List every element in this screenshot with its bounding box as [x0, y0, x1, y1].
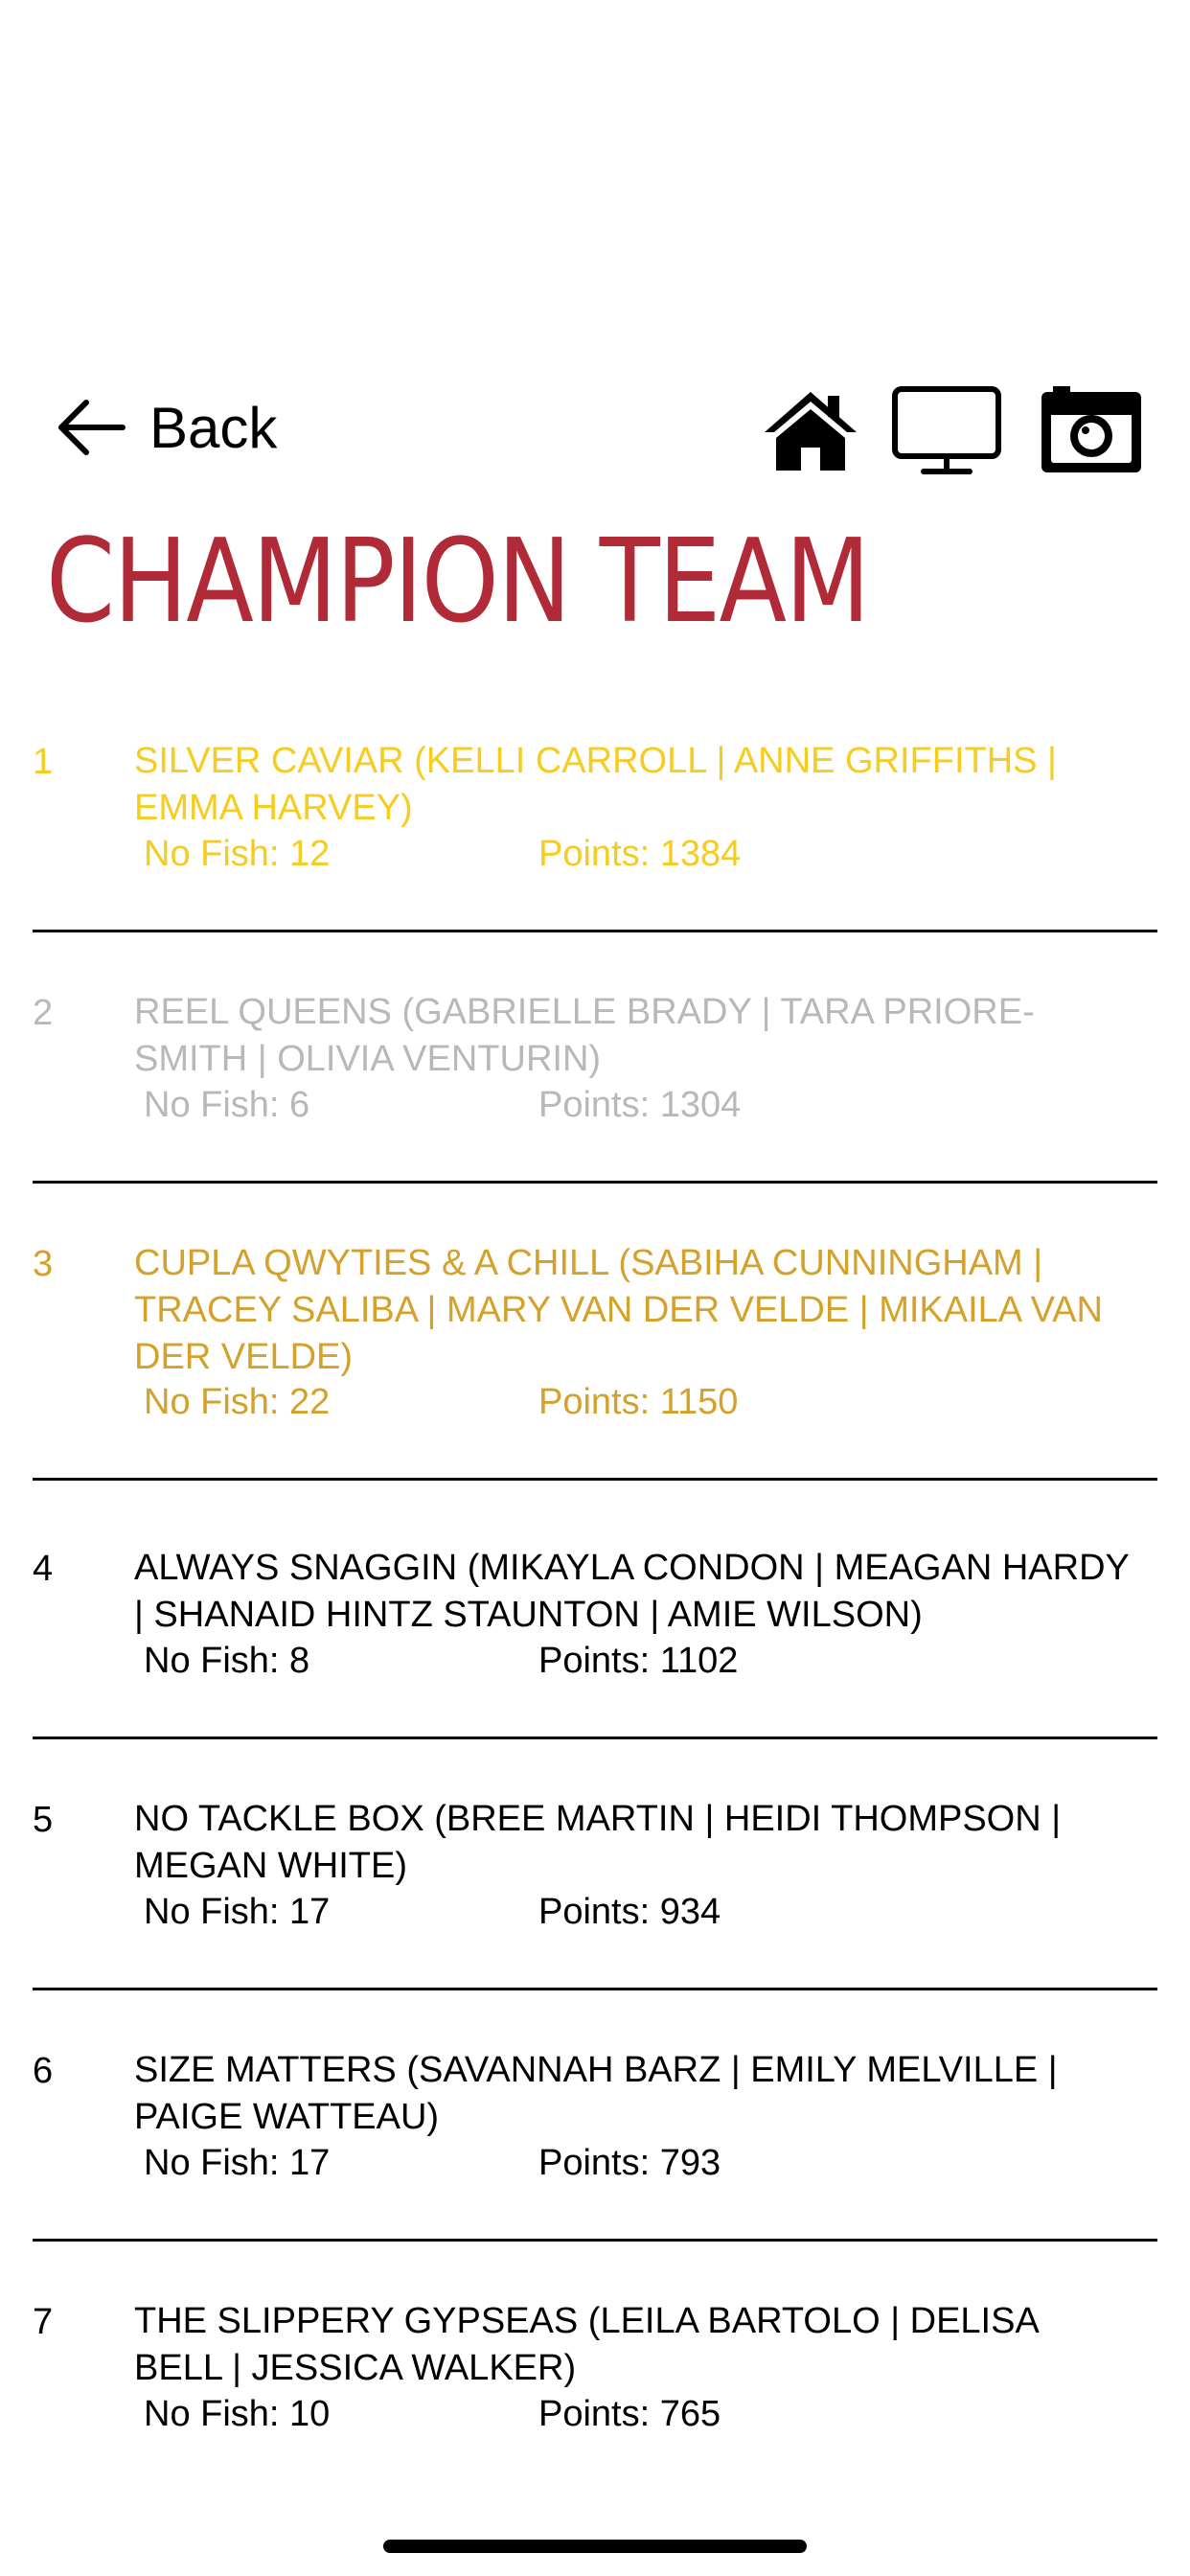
points-value: Points: 1102: [538, 1641, 739, 1681]
status-bar-area: [0, 0, 1190, 364]
divider: [33, 1181, 1157, 1184]
camera-icon: [1040, 386, 1143, 474]
points-value: Points: 1150: [538, 1382, 739, 1422]
stats-row: [144, 1637, 739, 1685]
top-navigation-bar: [0, 374, 1190, 479]
list-item[interactable]: [0, 1786, 1190, 2037]
fish-count: No Fish: 22: [144, 1382, 331, 1422]
fish-count: No Fish: 17: [144, 1892, 331, 1932]
monitor-button[interactable]: [889, 385, 1004, 475]
list-item[interactable]: [0, 2037, 1190, 2288]
team-name: NO TACKLE BOX (BREE MARTIN | HEIDI THOMPSON | MEGAN WHITE): [134, 1799, 1062, 1886]
fish-count: No Fish: 8: [144, 1641, 310, 1681]
team-name: ALWAYS SNAGGIN (MIKAYLA CONDON | MEAGAN HARDY | SHANAID HINTZ STAUNTON | AMIE WILSON): [134, 1548, 1130, 1635]
stats-row: [144, 2390, 721, 2438]
fish-count: No Fish: 17: [144, 2143, 331, 2183]
list-item[interactable]: [0, 1230, 1190, 1535]
team-name: THE SLIPPERY GYPSEAS (LEILA BARTOLO | DELISA BELL | JESSICA WALKER): [134, 2301, 1038, 2388]
divider: [33, 2239, 1157, 2242]
points-value: Points: 934: [538, 1892, 721, 1932]
stats-row: [144, 1378, 739, 1426]
camera-button[interactable]: [1039, 385, 1144, 475]
rank-number: 4: [33, 1549, 54, 1589]
back-label: Back: [149, 395, 278, 460]
points-value: Points: 793: [538, 2143, 721, 2183]
list-item[interactable]: [0, 2288, 1190, 2540]
home-indicator[interactable]: [383, 2540, 807, 2553]
divider: [33, 1736, 1157, 1739]
rank-number: 7: [33, 2302, 54, 2342]
fish-count: No Fish: 6: [144, 1085, 310, 1125]
divider: [33, 930, 1157, 932]
list-item[interactable]: [0, 1535, 1190, 1786]
rank-number: 2: [33, 993, 54, 1033]
results-list: [0, 728, 1190, 2540]
rank-number: 3: [33, 1244, 54, 1284]
divider: [33, 1478, 1157, 1481]
divider: [33, 1988, 1157, 1990]
rank-number: 5: [33, 1800, 54, 1840]
arrow-left-icon: [54, 391, 126, 464]
team-name: REEL QUEENS (GABRIELLE BRADY | TARA PRIORE-SMITH | OLIVIA VENTURIN): [134, 992, 1035, 1079]
list-item[interactable]: [0, 728, 1190, 979]
list-item[interactable]: [0, 979, 1190, 1230]
stats-row: [144, 1081, 742, 1129]
rank-number: 1: [33, 742, 54, 782]
points-value: Points: 1384: [538, 834, 742, 874]
home-button[interactable]: [763, 385, 858, 475]
stats-row: [144, 2139, 721, 2187]
monitor-icon: [891, 385, 1002, 475]
fish-count: No Fish: 12: [144, 834, 331, 874]
team-name: SIZE MATTERS (SAVANNAH BARZ | EMILY MELVILLE | PAIGE WATTEAU): [134, 2050, 1058, 2137]
stats-row: [144, 1888, 721, 1936]
fish-count: No Fish: 10: [144, 2394, 331, 2434]
back-button[interactable]: [54, 391, 277, 464]
team-name: CUPLA QWYTIES & A CHILL (SABIHA CUNNINGHAM | TRACEY SALIBA | MARY VAN DER VELDE | MIKAILA VAN DER VELDE): [134, 1243, 1103, 1377]
page-title: CHAMPION TEAM: [46, 516, 869, 649]
rank-number: 6: [33, 2051, 54, 2091]
stats-row: [144, 830, 742, 878]
points-value: Points: 1304: [538, 1085, 742, 1125]
home-icon: [763, 390, 858, 471]
team-name: SILVER CAVIAR (KELLI CARROLL | ANNE GRIFFITHS | EMMA HARVEY): [134, 741, 1057, 828]
points-value: Points: 765: [538, 2394, 721, 2434]
